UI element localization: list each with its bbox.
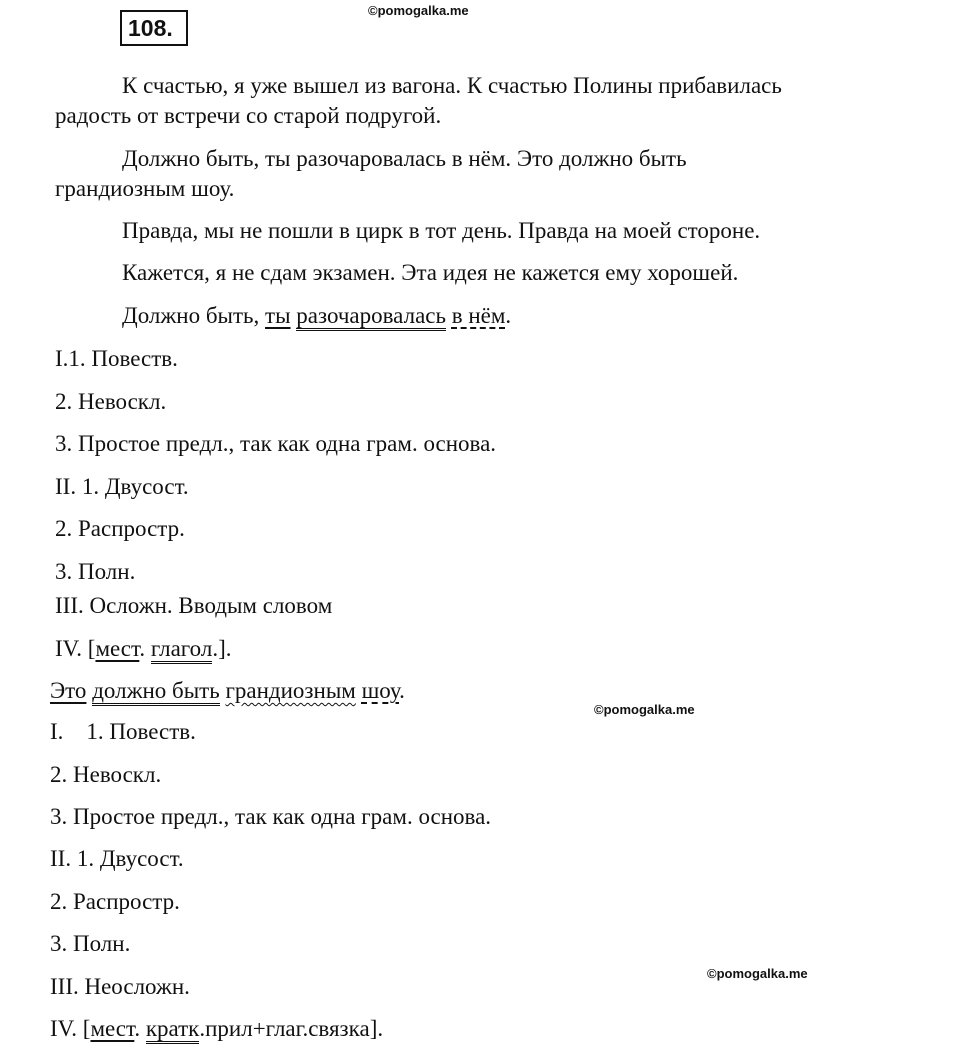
analysis-1-line-4: II. 1. Двусост. bbox=[55, 474, 189, 499]
analysis-2-line-1: I. 1. Повеств. bbox=[50, 719, 196, 744]
paragraph-2-line-1: Должно быть, ты разочаровалась в нём. Это должно быть bbox=[122, 146, 687, 171]
analysis-1-line-3: 3. Простое предл., так как одна грам. основа. bbox=[55, 431, 497, 456]
object-word: шоу bbox=[361, 678, 400, 703]
analysis-2-line-5: 2. Распростр. bbox=[50, 889, 180, 914]
analysis-1-line-7: III. Осложн. Вводым словом bbox=[55, 593, 333, 618]
predicate-word: разочаровалась bbox=[296, 303, 446, 331]
analysis-1-line-2: 2. Невоскл. bbox=[55, 389, 167, 414]
scheme-predicate-rest: .прил+глаг.связка bbox=[199, 1016, 370, 1041]
scheme-predicate: глагол bbox=[151, 636, 213, 664]
exercise-number: 108. bbox=[120, 10, 188, 46]
analysis-2-line-7: III. Неосложн. bbox=[50, 974, 190, 999]
scheme-separator: . bbox=[139, 636, 151, 661]
period: . bbox=[399, 678, 405, 703]
paragraph-1-line-2: радость от встречи со старой подругой. bbox=[55, 103, 442, 128]
paragraph-4: Кажется, я не сдам экзамен. Эта идея не кажется ему хорошей. bbox=[122, 260, 739, 285]
analysis-2-line-4: II. 1. Двусост. bbox=[50, 846, 184, 871]
parsed-sentence-2 bbox=[50, 679, 405, 702]
text-fragment: Должно быть, bbox=[122, 303, 266, 328]
watermark-middle: ©pomogalka.me bbox=[594, 702, 695, 717]
scheme-1 bbox=[55, 637, 232, 660]
scheme-open: IV. [ bbox=[55, 636, 96, 661]
watermark-bottom: ©pomogalka.me bbox=[707, 966, 808, 981]
parsed-sentence-1 bbox=[122, 304, 511, 327]
scheme-separator: . bbox=[134, 1016, 146, 1041]
scheme-subject: мест bbox=[95, 636, 140, 661]
period: . bbox=[505, 303, 512, 328]
paragraph-2-line-2: грандиозным шоу. bbox=[55, 176, 235, 201]
paragraph-3: Правда, мы не пошли в цирк в тот день. Правда на моей стороне. bbox=[122, 218, 761, 243]
object-word: в нём bbox=[451, 303, 506, 328]
analysis-2-line-3: 3. Простое предл., так как одна грам. основа. bbox=[50, 804, 492, 829]
scheme-open: IV. [ bbox=[50, 1016, 91, 1041]
scheme-2 bbox=[50, 1017, 383, 1040]
scheme-close: .]. bbox=[212, 636, 232, 661]
subject-word: ты bbox=[265, 303, 291, 328]
attribute-word: грандиозным bbox=[225, 678, 356, 703]
scheme-close: ]. bbox=[369, 1016, 384, 1041]
analysis-1-line-6: 3. Полн. bbox=[55, 559, 136, 584]
subject-word: Это bbox=[50, 678, 87, 703]
analysis-2-line-2: 2. Невоскл. bbox=[50, 762, 162, 787]
scheme-subject: мест bbox=[90, 1016, 135, 1041]
analysis-1-line-5: 2. Распростр. bbox=[55, 516, 185, 541]
analysis-1-line-1: I.1. Повеств. bbox=[55, 346, 178, 371]
watermark-top: ©pomogalka.me bbox=[368, 3, 469, 18]
paragraph-1-line-1: К счастью, я уже вышел из вагона. К счастью Полины прибавилась bbox=[122, 73, 782, 98]
scheme-predicate: кратк bbox=[146, 1016, 200, 1044]
predicate-word: должно быть bbox=[92, 678, 220, 706]
analysis-2-line-6: 3. Полн. bbox=[50, 931, 131, 956]
